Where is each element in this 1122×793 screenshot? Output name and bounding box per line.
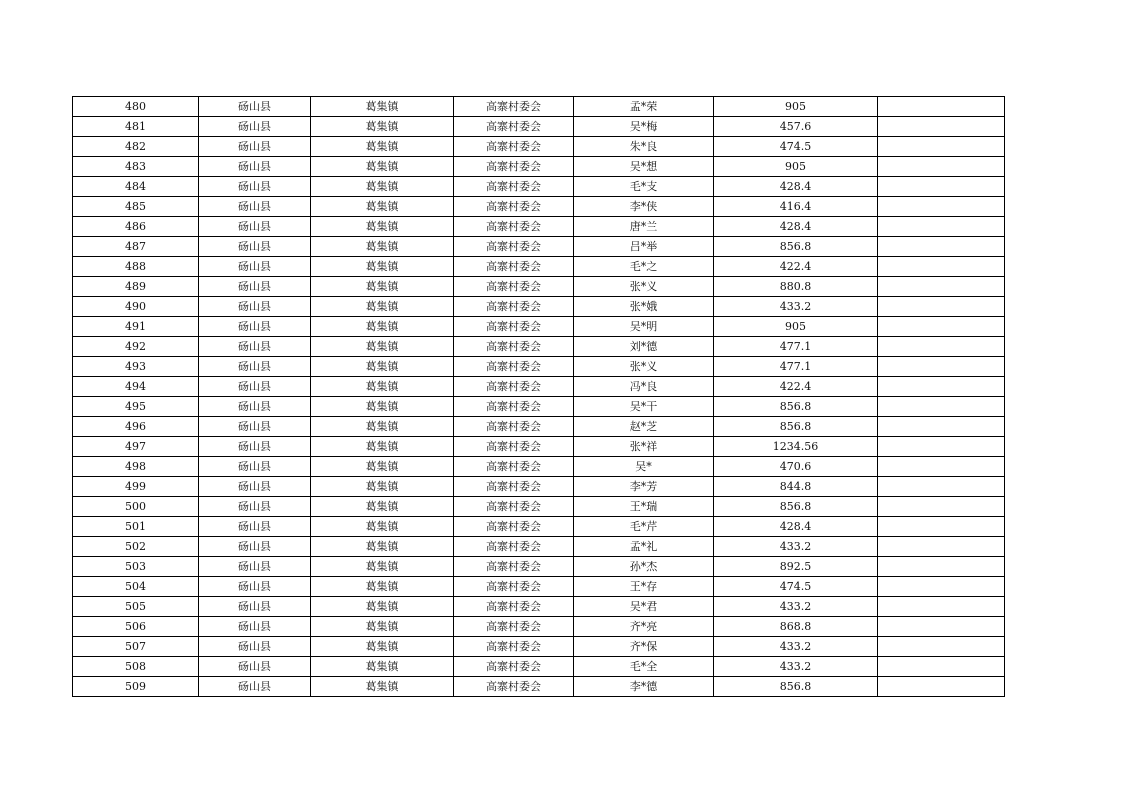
table-row	[73, 657, 1005, 677]
note-cell	[878, 277, 1005, 297]
serial-number-cell: 492	[73, 337, 199, 357]
amount-cell: 470.6	[714, 457, 878, 477]
name-cell: 李*芳	[574, 477, 714, 497]
town-cell: 葛集镇	[311, 117, 454, 137]
note-cell	[878, 457, 1005, 477]
serial-number-cell: 493	[73, 357, 199, 377]
note-cell	[878, 497, 1005, 517]
amount-cell: 433.2	[714, 657, 878, 677]
serial-number-cell: 508	[73, 657, 199, 677]
amount-cell: 433.2	[714, 297, 878, 317]
note-cell	[878, 137, 1005, 157]
amount-cell: 868.8	[714, 617, 878, 637]
serial-number-cell: 486	[73, 217, 199, 237]
county-cell: 砀山县	[199, 277, 311, 297]
serial-number-cell: 482	[73, 137, 199, 157]
village-committee-cell: 高寨村委会	[454, 537, 574, 557]
note-cell	[878, 257, 1005, 277]
amount-cell: 428.4	[714, 217, 878, 237]
county-cell: 砀山县	[199, 217, 311, 237]
note-cell	[878, 237, 1005, 257]
table-row	[73, 277, 1005, 297]
village-committee-cell: 高寨村委会	[454, 137, 574, 157]
table-row	[73, 537, 1005, 557]
serial-number-cell: 505	[73, 597, 199, 617]
county-cell: 砀山县	[199, 337, 311, 357]
table-row	[73, 417, 1005, 437]
table-row	[73, 357, 1005, 377]
table-row	[73, 137, 1005, 157]
amount-cell: 428.4	[714, 517, 878, 537]
serial-number-cell: 497	[73, 437, 199, 457]
village-committee-cell: 高寨村委会	[454, 557, 574, 577]
name-cell: 孟*荣	[574, 97, 714, 117]
note-cell	[878, 597, 1005, 617]
serial-number-cell: 490	[73, 297, 199, 317]
serial-number-cell: 487	[73, 237, 199, 257]
table-row	[73, 237, 1005, 257]
name-cell: 毛*全	[574, 657, 714, 677]
amount-cell: 905	[714, 157, 878, 177]
amount-cell: 457.6	[714, 117, 878, 137]
table-row	[73, 517, 1005, 537]
town-cell: 葛集镇	[311, 377, 454, 397]
name-cell: 齐*亮	[574, 617, 714, 637]
amount-cell: 422.4	[714, 377, 878, 397]
town-cell: 葛集镇	[311, 197, 454, 217]
serial-number-cell: 506	[73, 617, 199, 637]
county-cell: 砀山县	[199, 257, 311, 277]
town-cell: 葛集镇	[311, 457, 454, 477]
county-cell: 砀山县	[199, 197, 311, 217]
note-cell	[878, 217, 1005, 237]
serial-number-cell: 488	[73, 257, 199, 277]
county-cell: 砀山县	[199, 137, 311, 157]
amount-cell: 905	[714, 317, 878, 337]
table-row	[73, 437, 1005, 457]
county-cell: 砀山县	[199, 677, 311, 697]
serial-number-cell: 498	[73, 457, 199, 477]
village-committee-cell: 高寨村委会	[454, 337, 574, 357]
village-committee-cell: 高寨村委会	[454, 657, 574, 677]
county-cell: 砀山县	[199, 537, 311, 557]
town-cell: 葛集镇	[311, 277, 454, 297]
town-cell: 葛集镇	[311, 537, 454, 557]
village-committee-cell: 高寨村委会	[454, 517, 574, 537]
serial-number-cell: 503	[73, 557, 199, 577]
name-cell: 唐*兰	[574, 217, 714, 237]
county-cell: 砀山县	[199, 377, 311, 397]
table-row	[73, 597, 1005, 617]
note-cell	[878, 157, 1005, 177]
village-committee-cell: 高寨村委会	[454, 317, 574, 337]
name-cell: 孟*礼	[574, 537, 714, 557]
amount-cell: 433.2	[714, 597, 878, 617]
serial-number-cell: 483	[73, 157, 199, 177]
county-cell: 砀山县	[199, 177, 311, 197]
name-cell: 孙*杰	[574, 557, 714, 577]
table-row	[73, 257, 1005, 277]
town-cell: 葛集镇	[311, 337, 454, 357]
name-cell: 吴*	[574, 457, 714, 477]
county-cell: 砀山县	[199, 477, 311, 497]
county-cell: 砀山县	[199, 397, 311, 417]
town-cell: 葛集镇	[311, 157, 454, 177]
amount-cell: 905	[714, 97, 878, 117]
serial-number-cell: 489	[73, 277, 199, 297]
name-cell: 刘*德	[574, 337, 714, 357]
town-cell: 葛集镇	[311, 137, 454, 157]
serial-number-cell: 499	[73, 477, 199, 497]
amount-cell: 1234.56	[714, 437, 878, 457]
name-cell: 朱*良	[574, 137, 714, 157]
town-cell: 葛集镇	[311, 517, 454, 537]
serial-number-cell: 491	[73, 317, 199, 337]
serial-number-cell: 496	[73, 417, 199, 437]
table-row	[73, 337, 1005, 357]
village-committee-cell: 高寨村委会	[454, 357, 574, 377]
serial-number-cell: 507	[73, 637, 199, 657]
village-committee-cell: 高寨村委会	[454, 457, 574, 477]
note-cell	[878, 477, 1005, 497]
town-cell: 葛集镇	[311, 397, 454, 417]
town-cell: 葛集镇	[311, 557, 454, 577]
town-cell: 葛集镇	[311, 437, 454, 457]
table-row	[73, 157, 1005, 177]
name-cell: 张*义	[574, 277, 714, 297]
town-cell: 葛集镇	[311, 237, 454, 257]
county-cell: 砀山县	[199, 577, 311, 597]
town-cell: 葛集镇	[311, 417, 454, 437]
town-cell: 葛集镇	[311, 477, 454, 497]
table-row	[73, 197, 1005, 217]
table-row	[73, 497, 1005, 517]
town-cell: 葛集镇	[311, 317, 454, 337]
table-body	[73, 97, 1005, 697]
amount-cell: 856.8	[714, 497, 878, 517]
amount-cell: 892.5	[714, 557, 878, 577]
village-committee-cell: 高寨村委会	[454, 677, 574, 697]
county-cell: 砀山县	[199, 297, 311, 317]
table-row	[73, 97, 1005, 117]
name-cell: 赵*芝	[574, 417, 714, 437]
village-committee-cell: 高寨村委会	[454, 477, 574, 497]
table-row	[73, 617, 1005, 637]
note-cell	[878, 617, 1005, 637]
amount-cell: 474.5	[714, 137, 878, 157]
table-row	[73, 117, 1005, 137]
amount-cell: 433.2	[714, 537, 878, 557]
table-row	[73, 177, 1005, 197]
village-committee-cell: 高寨村委会	[454, 637, 574, 657]
note-cell	[878, 437, 1005, 457]
amount-cell: 856.8	[714, 397, 878, 417]
county-cell: 砀山县	[199, 437, 311, 457]
amount-cell: 416.4	[714, 197, 878, 217]
village-committee-cell: 高寨村委会	[454, 117, 574, 137]
village-committee-cell: 高寨村委会	[454, 297, 574, 317]
table-row	[73, 637, 1005, 657]
note-cell	[878, 637, 1005, 657]
village-committee-cell: 高寨村委会	[454, 157, 574, 177]
table-row	[73, 377, 1005, 397]
town-cell: 葛集镇	[311, 637, 454, 657]
county-cell: 砀山县	[199, 237, 311, 257]
note-cell	[878, 577, 1005, 597]
town-cell: 葛集镇	[311, 177, 454, 197]
serial-number-cell: 484	[73, 177, 199, 197]
town-cell: 葛集镇	[311, 97, 454, 117]
town-cell: 葛集镇	[311, 357, 454, 377]
name-cell: 吴*想	[574, 157, 714, 177]
amount-cell: 844.8	[714, 477, 878, 497]
data-table	[72, 96, 1005, 697]
county-cell: 砀山县	[199, 557, 311, 577]
name-cell: 张*义	[574, 357, 714, 377]
county-cell: 砀山县	[199, 517, 311, 537]
table-row	[73, 477, 1005, 497]
name-cell: 李*侠	[574, 197, 714, 217]
note-cell	[878, 297, 1005, 317]
note-cell	[878, 177, 1005, 197]
village-committee-cell: 高寨村委会	[454, 257, 574, 277]
table-row	[73, 577, 1005, 597]
amount-cell: 856.8	[714, 677, 878, 697]
county-cell: 砀山县	[199, 637, 311, 657]
name-cell: 王*瑞	[574, 497, 714, 517]
name-cell: 毛*支	[574, 177, 714, 197]
note-cell	[878, 657, 1005, 677]
note-cell	[878, 517, 1005, 537]
serial-number-cell: 502	[73, 537, 199, 557]
note-cell	[878, 677, 1005, 697]
name-cell: 吴*君	[574, 597, 714, 617]
name-cell: 毛*之	[574, 257, 714, 277]
amount-cell: 880.8	[714, 277, 878, 297]
name-cell: 吕*举	[574, 237, 714, 257]
note-cell	[878, 417, 1005, 437]
town-cell: 葛集镇	[311, 217, 454, 237]
county-cell: 砀山县	[199, 117, 311, 137]
name-cell: 齐*保	[574, 637, 714, 657]
serial-number-cell: 481	[73, 117, 199, 137]
note-cell	[878, 117, 1005, 137]
village-committee-cell: 高寨村委会	[454, 437, 574, 457]
note-cell	[878, 397, 1005, 417]
serial-number-cell: 495	[73, 397, 199, 417]
village-committee-cell: 高寨村委会	[454, 217, 574, 237]
village-committee-cell: 高寨村委会	[454, 177, 574, 197]
village-committee-cell: 高寨村委会	[454, 397, 574, 417]
town-cell: 葛集镇	[311, 617, 454, 637]
town-cell: 葛集镇	[311, 677, 454, 697]
county-cell: 砀山县	[199, 457, 311, 477]
village-committee-cell: 高寨村委会	[454, 197, 574, 217]
amount-cell: 474.5	[714, 577, 878, 597]
note-cell	[878, 97, 1005, 117]
amount-cell: 856.8	[714, 237, 878, 257]
village-committee-cell: 高寨村委会	[454, 277, 574, 297]
note-cell	[878, 537, 1005, 557]
table-row	[73, 317, 1005, 337]
village-committee-cell: 高寨村委会	[454, 497, 574, 517]
name-cell: 李*德	[574, 677, 714, 697]
table-row	[73, 397, 1005, 417]
amount-cell: 477.1	[714, 357, 878, 377]
town-cell: 葛集镇	[311, 497, 454, 517]
note-cell	[878, 357, 1005, 377]
table-row	[73, 457, 1005, 477]
county-cell: 砀山县	[199, 157, 311, 177]
county-cell: 砀山县	[199, 657, 311, 677]
serial-number-cell: 504	[73, 577, 199, 597]
village-committee-cell: 高寨村委会	[454, 577, 574, 597]
town-cell: 葛集镇	[311, 577, 454, 597]
table-row	[73, 217, 1005, 237]
name-cell: 冯*良	[574, 377, 714, 397]
county-cell: 砀山县	[199, 597, 311, 617]
name-cell: 吴*干	[574, 397, 714, 417]
county-cell: 砀山县	[199, 497, 311, 517]
village-committee-cell: 高寨村委会	[454, 417, 574, 437]
table-row	[73, 297, 1005, 317]
note-cell	[878, 557, 1005, 577]
note-cell	[878, 197, 1005, 217]
town-cell: 葛集镇	[311, 657, 454, 677]
name-cell: 张*祥	[574, 437, 714, 457]
name-cell: 吴*梅	[574, 117, 714, 137]
serial-number-cell: 485	[73, 197, 199, 217]
amount-cell: 428.4	[714, 177, 878, 197]
village-committee-cell: 高寨村委会	[454, 597, 574, 617]
amount-cell: 422.4	[714, 257, 878, 277]
town-cell: 葛集镇	[311, 597, 454, 617]
county-cell: 砀山县	[199, 417, 311, 437]
county-cell: 砀山县	[199, 617, 311, 637]
note-cell	[878, 337, 1005, 357]
village-committee-cell: 高寨村委会	[454, 97, 574, 117]
amount-cell: 856.8	[714, 417, 878, 437]
village-committee-cell: 高寨村委会	[454, 237, 574, 257]
note-cell	[878, 377, 1005, 397]
serial-number-cell: 480	[73, 97, 199, 117]
serial-number-cell: 501	[73, 517, 199, 537]
county-cell: 砀山县	[199, 317, 311, 337]
table-row	[73, 557, 1005, 577]
name-cell: 王*存	[574, 577, 714, 597]
county-cell: 砀山县	[199, 357, 311, 377]
town-cell: 葛集镇	[311, 297, 454, 317]
name-cell: 毛*芹	[574, 517, 714, 537]
county-cell: 砀山县	[199, 97, 311, 117]
village-committee-cell: 高寨村委会	[454, 617, 574, 637]
town-cell: 葛集镇	[311, 257, 454, 277]
note-cell	[878, 317, 1005, 337]
village-committee-cell: 高寨村委会	[454, 377, 574, 397]
serial-number-cell: 500	[73, 497, 199, 517]
table-row	[73, 677, 1005, 697]
serial-number-cell: 494	[73, 377, 199, 397]
amount-cell: 477.1	[714, 337, 878, 357]
name-cell: 吴*明	[574, 317, 714, 337]
amount-cell: 433.2	[714, 637, 878, 657]
name-cell: 张*娥	[574, 297, 714, 317]
serial-number-cell: 509	[73, 677, 199, 697]
